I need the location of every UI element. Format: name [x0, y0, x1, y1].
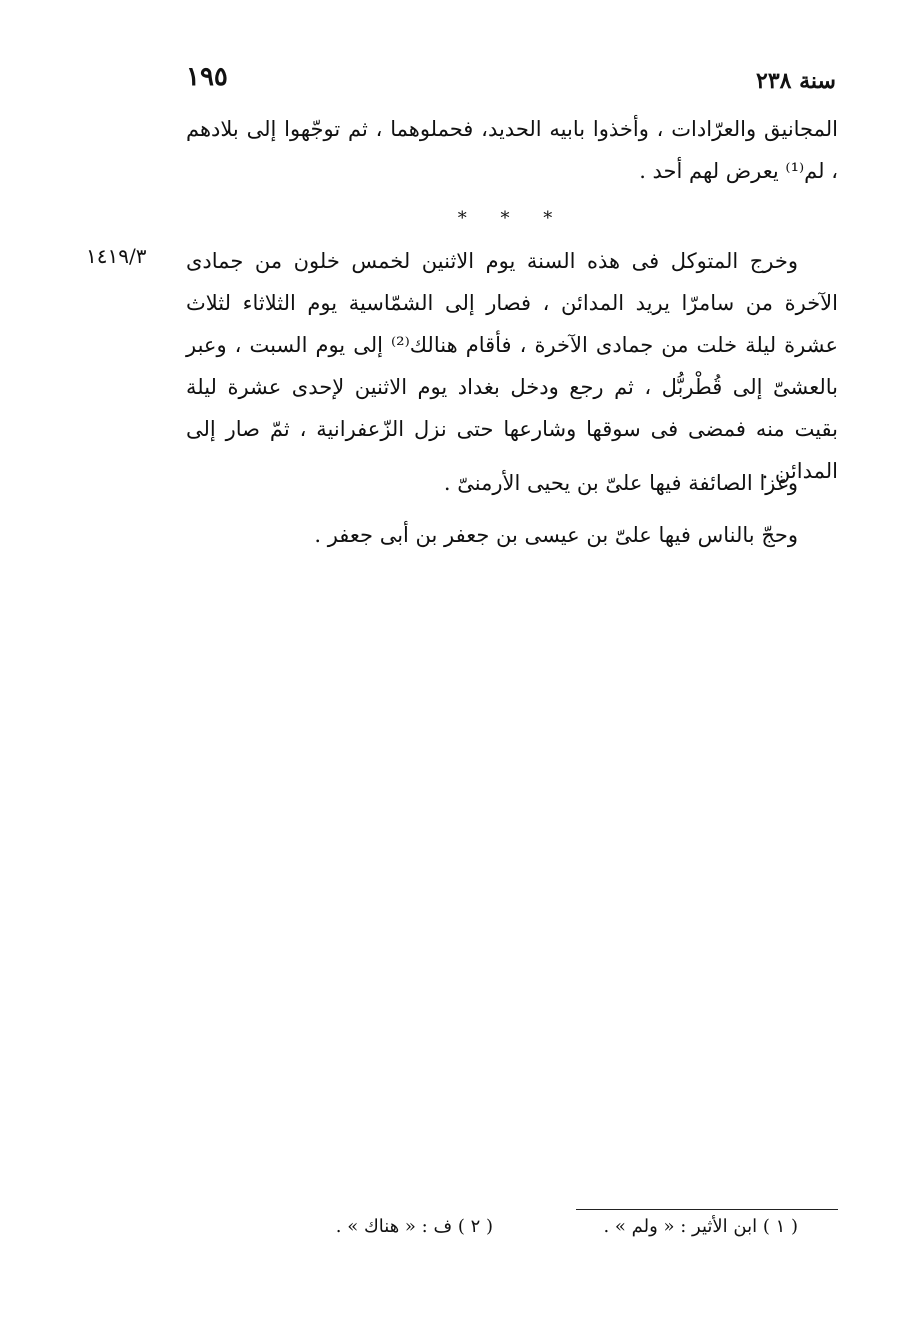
- footnote-divider: [576, 1209, 838, 1210]
- margin-reference: ١٤١٩/٣: [86, 244, 147, 268]
- main-paragraph: [186, 240, 838, 492]
- section-separator: * * *: [457, 208, 567, 229]
- footnotes: [186, 1216, 838, 1250]
- page-header: [186, 62, 836, 102]
- opening-paragraph-text: المجانيق والعرّادات ، وأخذوا بابيه الحديد، فحملوهما ، ثم توجّهوا إلى بلادهم ، لم⁽¹⁾ يعرض لهم أحد .: [186, 117, 838, 183]
- year-label: سنة ٢٣٨: [756, 68, 836, 94]
- main-paragraph-text: وخرج المتوكل فى هذه السنة يوم الاثنين لخمس خلون من جمادى الآخرة من سامرّا يريد المدائن ، فصار إلى الشمّاسية يوم الثلاثاء لثلاث عشرة ليلة خلت من جمادى الآخرة ، فأقام هنالك⁽²⁾ إلى يوم السبت ، وعبر بالعشىّ إلى قُطْربُّل ، ثم رجع ودخل بغداد يوم الاثنين لإحدى عشرة ليلة بقيت منه فمضى فى سوقها وشارعها حتى نزل الزّعفرانية ، ثمّ صار إلى المدائن .: [186, 249, 838, 483]
- page-number: ١٩٥: [186, 62, 228, 92]
- opening-paragraph: [186, 108, 838, 192]
- footnote-2: ( ٢ ) ف : « هناك » .: [335, 1216, 493, 1237]
- footnote-1: ( ١ ) ابن الأثير : « ولم » .: [603, 1216, 798, 1237]
- summer-campaign-line: وغزا الصائفة فيها علىّ بن يحيى الأرمنىّ .: [443, 471, 798, 495]
- pilgrimage-line: وحجّ بالناس فيها علىّ بن عيسى بن جعفر بن أبى جعفر .: [314, 523, 798, 547]
